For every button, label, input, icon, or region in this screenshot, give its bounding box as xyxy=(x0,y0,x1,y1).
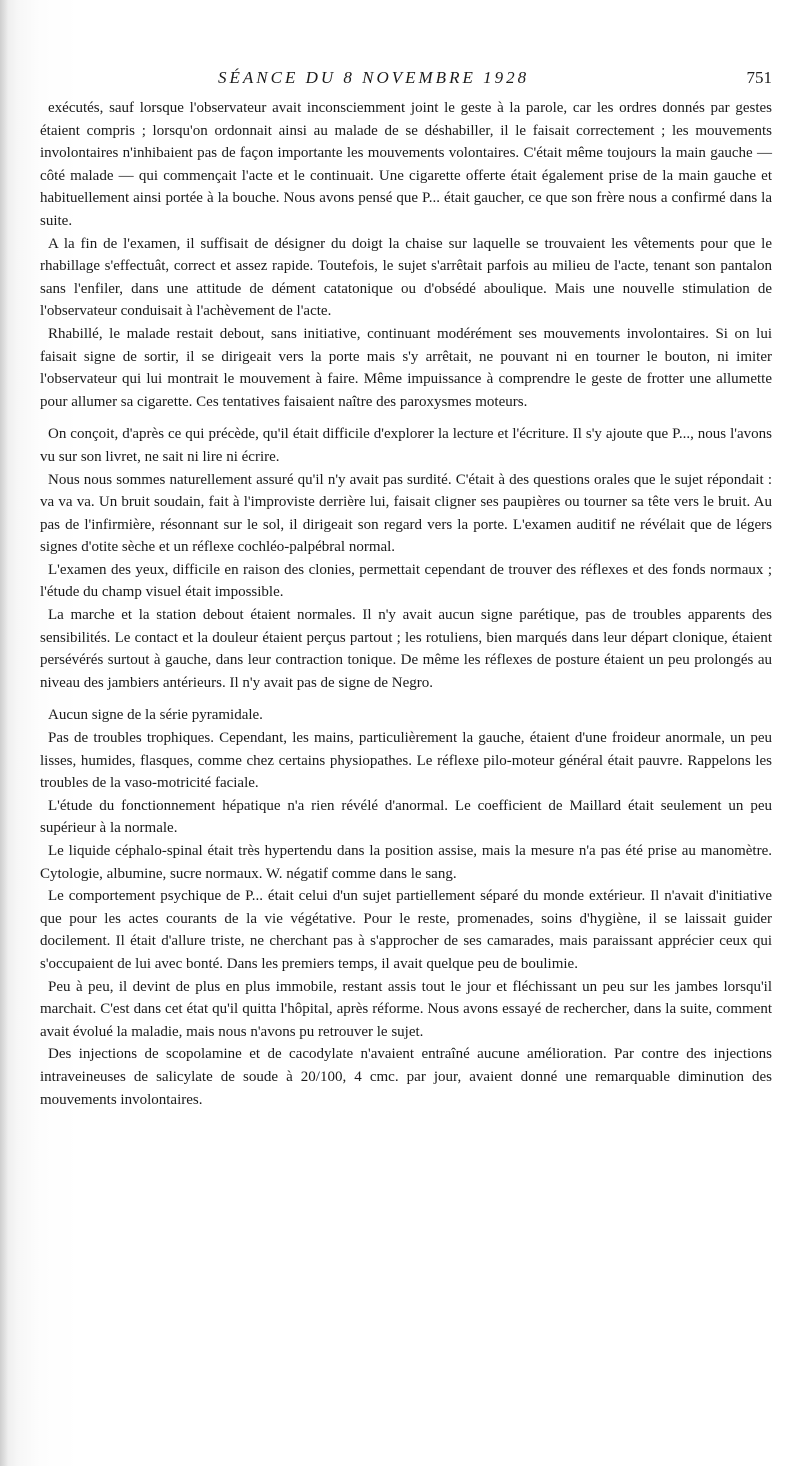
paragraph-evolution: Peu à peu, il devint de plus en plus immobile, restant assis tout le jour et fléchissant un peu sur les jambes lorsqu'il marchait. C'est dans cet état qu'il quitta l'hôpital, après réforme. Nous avons essayé de rechercher, dans la suite, comment avait évolué la maladie, mais nous n'avons pu retrouver le sujet. xyxy=(40,978,772,1040)
paragraph-hepatic: L'étude du fonctionnement hépatique n'a rien révélé d'anormal. Le coefficient de Maillard était seulement un peu supérieur à la normale. xyxy=(40,797,772,837)
paragraph-dressed-behavior: Rhabillé, le malade restait debout, sans initiative, continuant modérément ses mouvements involontaires. Si on lui faisait signe de sortir, il se dirigeait vers la porte mais s'y arrêtait, ne pouvant ni en tourner le bouton, ni imiter l'observateur qui lui montrait le mouvement à faire. Même impuissance à comprendre le geste de frotter une allumette pour allumer sa cigarette. Ces tentatives faisaient naître des paroxysmes moteurs. xyxy=(40,325,772,410)
paragraph-treatment: Des injections de scopolamine et de cacodylate n'avaient entraîné aucune amélioration. Par contre des injections intraveineuses de salicylate de soude à 20/100, 4 cmc. par jour, avaient donné une remarquable diminution des mouvements involontaires. xyxy=(40,1046,772,1108)
paragraph-trophic: Pas de troubles trophiques. Cependant, les mains, particulièrement la gauche, étaient d'une froideur anormale, un peu lisses, humides, flasques, comme chez certains physiopathes. Le réflexe pilo-moteur général était pauvre. Rappelons les troubles de la vaso-motricité faciale. xyxy=(40,730,772,792)
paragraph-csf: Le liquide céphalo-spinal était très hypertendu dans la position assise, mais la mesure n'a pas été prise au manomètre. Cytologie, albumine, sucre normaux. W. négatif comme dans le sang. xyxy=(40,843,772,882)
paragraph-pyramidal: Aucun signe de la série pyramidale. xyxy=(48,707,263,724)
page-number: 751 xyxy=(746,68,772,87)
page-header xyxy=(40,68,772,92)
paragraph-gesture-commands: exécutés, sauf lorsque l'observateur avait inconsciemment joint le geste à la parole, car les ordres donnés par gestes étaient compris ; lorsqu'on ordonnait ainsi au malade de se déshabiller, il le faisait correctement ; les mouvements involontaires n'inhibaient pas de façon importante les mouvements volontaires. C'était même toujours la main gauche — côté malade — qui commençait l'acte et le continuait. Une cigarette offerte était également prise de la main gauche et habituellement ainsi portée à la bouche. Nous avons pensé que P... était gaucher, ce que son frère nous a confirmé dans la suite. xyxy=(40,100,772,229)
page-body xyxy=(40,97,772,1111)
paragraph-dressing: A la fin de l'examen, il suffisait de désigner du doigt la chaise sur laquelle se trouvaient les vêtements pour que le rhabillage s'effectuât, correct et assez rapide. Toutefois, le sujet s'arrêtait parfois au milieu de l'acte, tenant son pantalon sans l'enfiler, dans une attitude de dément catatonique ou d'obsédé aboulique. Mais une nouvelle stimulation de l'observateur conduisait à l'achèvement de l'acte. xyxy=(40,235,772,320)
running-title: SÉANCE DU 8 NOVEMBRE 1928 xyxy=(218,68,530,87)
paragraph-reading-writing: On conçoit, d'après ce qui précède, qu'il était difficile d'explorer la lecture et l'écriture. Il s'y ajoute que P..., nous l'avons vu sur son livret, ne sait ni lire ni écrire. xyxy=(40,426,772,465)
paragraph-eye-exam: L'examen des yeux, difficile en raison des clonies, permettait cependant de trouver des réflexes et des fonds normaux ; l'étude du champ visuel était impossible. xyxy=(40,561,772,601)
paragraph-hearing: Nous nous sommes naturellement assuré qu'il n'y avait pas surdité. C'était à des questions orales que le sujet répondait : va va va. Un bruit soudain, fait à l'improviste derrière lui, faisait cligner ses paupières ou tourner sa tête vers le bruit. Au pas de l'infirmière, résonnant sur le sol, il dirigeait son regard vers la porte. L'examen auditif ne révélait que de légers signes d'otite sèche et un réflexe cochléo-palpébral normal. xyxy=(40,471,772,556)
paragraph-psychic: Le comportement psychique de P... était celui d'un sujet partiellement séparé du monde extérieur. Il n'avait d'initiative que pour les actes courants de la vie végétative. Pour le reste, promenades, soins d'hygiène, il se laissait guider docilement. Il était d'allure triste, ne cherchant pas à s'approcher de ses camarades, mais paraissant apprécier ceux qui s'occupaient de lui avec bonté. Dans les premiers temps, il avait quelque peu de boulimie. xyxy=(40,888,772,972)
paragraph-gait-reflexes: La marche et la station debout étaient normales. Il n'y avait aucun signe parétique, pas de troubles apparents des sensibilités. Le contact et la douleur étaient perçus partout ; les rotuliens, bien marqués dans leur départ clonique, étaient persévérés surtout à gauche, dans leur contraction tonique. De même les réflexes de posture étaient un peu prolongés au niveau des jambiers antérieurs. Il n'y avait pas de signe de Negro. xyxy=(40,607,772,691)
page-edge-shadow xyxy=(0,0,8,1466)
